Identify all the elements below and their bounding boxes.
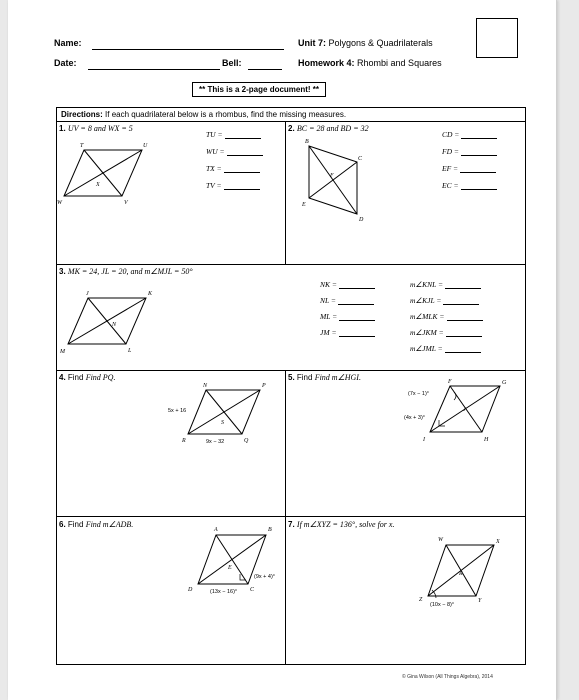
worksheet-page [8, 0, 557, 700]
svg-text:R: R [459, 571, 463, 577]
homework-heading: Homework 4: Rhombi and Squares [298, 58, 442, 68]
svg-text:5x + 16: 5x + 16 [168, 408, 187, 414]
svg-text:X: X [496, 539, 500, 545]
copyright: © Gina Wilson (All Things Algebra), 2014 [402, 674, 493, 680]
date-label: Date: [54, 58, 77, 68]
svg-text:C: C [250, 587, 255, 593]
svg-text:I: I [423, 437, 425, 443]
svg-text:H: H [484, 437, 489, 443]
p2-answer-1[interactable]: FD = [442, 147, 497, 156]
p3-answer-left-0[interactable]: NK = [320, 280, 375, 289]
svg-text:E: E [302, 202, 306, 208]
svg-text:W: W [57, 200, 62, 206]
svg-text:U: U [143, 143, 148, 149]
svg-text:W: W [438, 537, 443, 543]
p3-answer-left-2[interactable]: ML = [320, 312, 375, 321]
problem-1-given: 1. UV = 8 and WX = 5 [59, 124, 133, 133]
problem-5-prompt: 5. Find Find m∠HGI. [288, 373, 361, 382]
problem-7-rhombus-figure [8, 0, 556, 700]
svg-text:B: B [305, 139, 309, 145]
svg-text:F: F [448, 379, 452, 385]
svg-text:D: D [359, 217, 364, 223]
svg-text:(10x − 8)°: (10x − 8)° [430, 602, 455, 608]
problem-7-prompt: 7. If m∠XYZ = 136°, solve for x. [288, 520, 395, 529]
svg-text:G: G [502, 380, 507, 386]
two-page-notice: ** This is a 2-page document! ** [192, 82, 326, 97]
svg-text:V: V [124, 200, 128, 206]
svg-text:(13x − 16)°: (13x − 16)° [210, 589, 238, 595]
p3-answer-left-3[interactable]: JM = [320, 328, 375, 337]
p2-answer-3[interactable]: EC = [442, 181, 497, 190]
bell-label: Bell: [222, 58, 242, 68]
svg-text:J: J [86, 291, 89, 297]
svg-text:9x − 32: 9x − 32 [206, 439, 225, 445]
p3-answer-left-1[interactable]: NL = [320, 296, 374, 305]
p3-answer-right-2[interactable]: m∠MLK = [410, 312, 483, 321]
p3-answer-right-0[interactable]: m∠KNL = [410, 280, 481, 289]
svg-text:C: C [358, 156, 363, 162]
p1-answer-3[interactable]: TV = [206, 181, 260, 190]
svg-text:Y: Y [478, 598, 482, 604]
p3-answer-right-4[interactable]: m∠JML = [410, 344, 481, 353]
svg-text:D: D [188, 587, 193, 593]
p1-answer-1[interactable]: WU = [206, 147, 263, 156]
p1-answer-2[interactable]: TX = [206, 164, 260, 173]
problem-2-given: 2. BC = 28 and BD = 32 [288, 124, 369, 133]
directions: Directions: If each quadrilateral below is a rhombus, find the missing measures. [61, 110, 347, 119]
svg-text:Z: Z [419, 597, 423, 603]
p3-answer-right-3[interactable]: m∠JKM = [410, 328, 482, 337]
problem-6-prompt: 6. Find Find m∠ADB. [59, 520, 134, 529]
svg-text:A: A [214, 527, 218, 533]
svg-text:S: S [221, 420, 224, 426]
svg-text:T: T [80, 143, 84, 149]
problem-3-given: 3. MK = 24, JL = 20, and m∠MJL = 50° [59, 267, 193, 276]
svg-text:R: R [182, 438, 186, 444]
problem-4-prompt: 4. Find Find PQ. [59, 373, 116, 382]
svg-text:K: K [148, 291, 153, 297]
svg-text:P: P [262, 383, 266, 389]
p2-answer-0[interactable]: CD = [442, 130, 497, 139]
unit-heading: Unit 7: Polygons & Quadrilaterals [298, 38, 433, 48]
svg-text:L: L [128, 348, 132, 354]
svg-text:N: N [203, 383, 208, 389]
svg-text:J: J [463, 407, 466, 413]
svg-text:E: E [228, 565, 232, 571]
svg-text:M: M [60, 349, 65, 355]
svg-text:(4x + 3)°: (4x + 3)° [404, 415, 425, 421]
svg-text:(7x − 1)°: (7x − 1)° [408, 391, 429, 397]
svg-text:N: N [112, 322, 117, 328]
p1-answer-0[interactable]: TU = [206, 130, 261, 139]
name-label: Name: [54, 38, 82, 48]
svg-text:(9x + 4)°: (9x + 4)° [254, 574, 275, 580]
svg-text:B: B [268, 527, 272, 533]
svg-text:F: F [330, 173, 334, 179]
p3-answer-right-1[interactable]: m∠KJL = [410, 296, 479, 305]
svg-text:Q: Q [244, 438, 249, 444]
svg-text:X: X [96, 182, 100, 188]
p2-answer-2[interactable]: EF = [442, 164, 496, 173]
